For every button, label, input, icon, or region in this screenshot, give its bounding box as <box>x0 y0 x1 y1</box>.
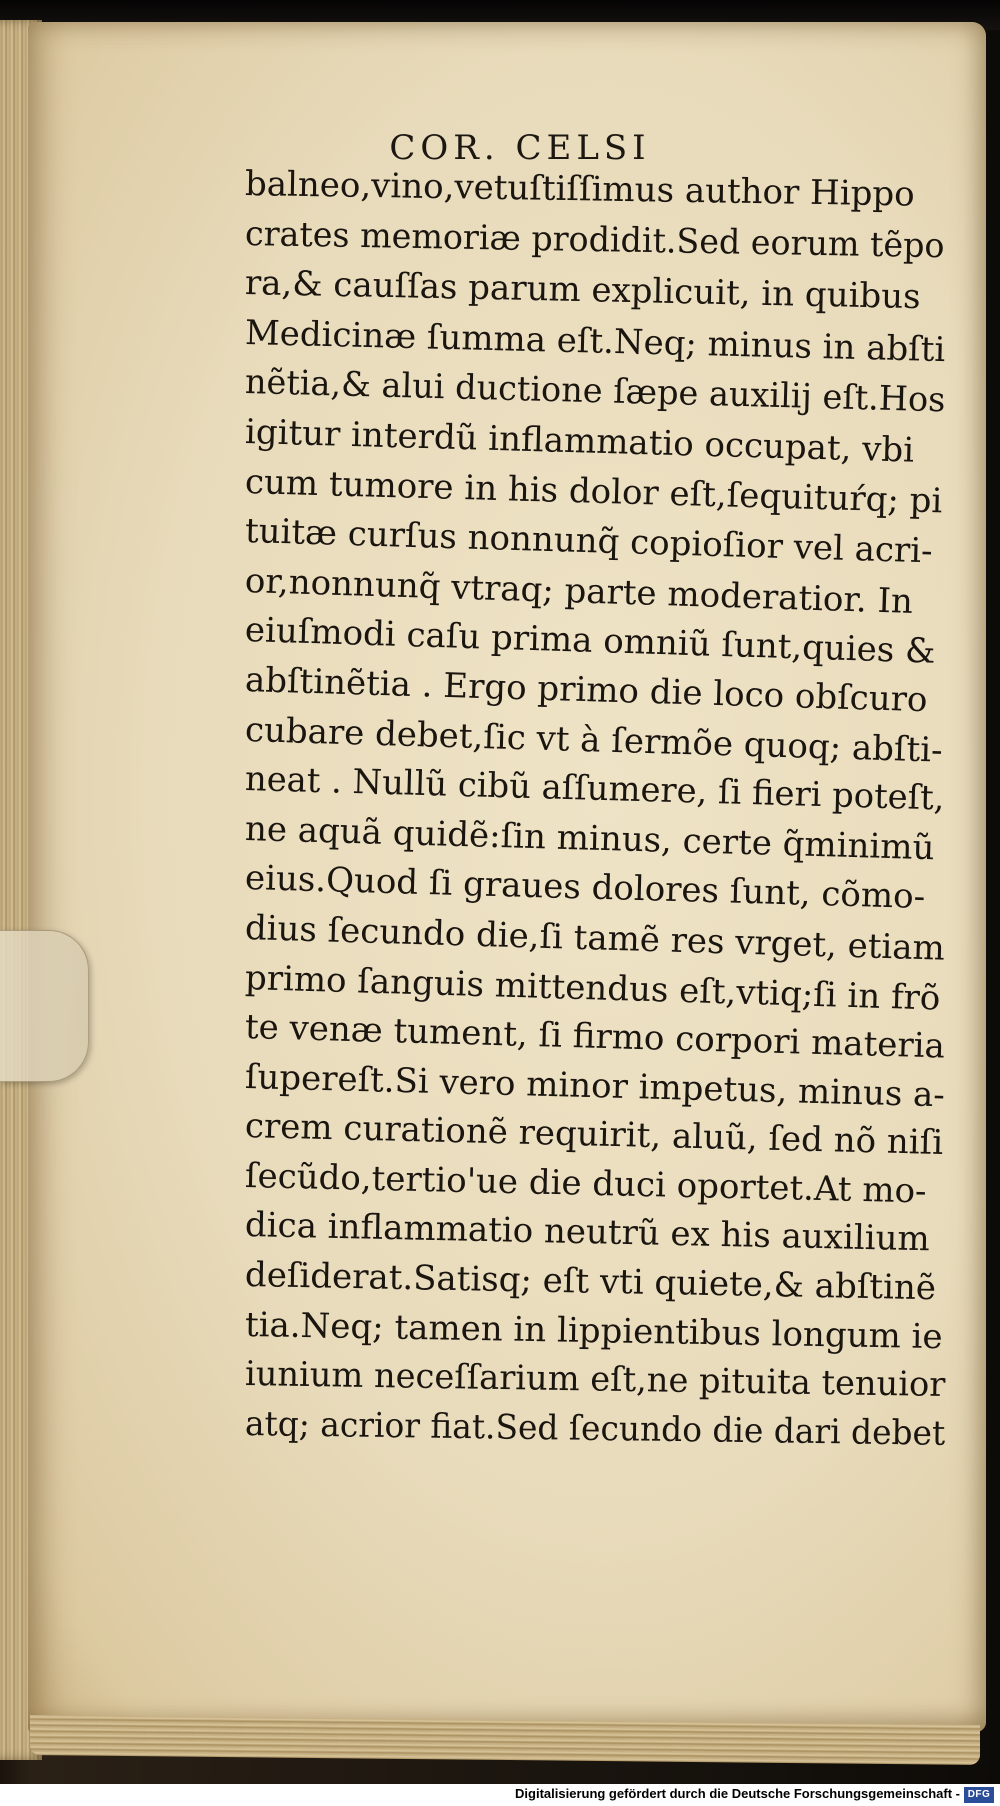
text-line: crates memoriæ prodidit.Sed eorum tẽpo <box>244 213 945 266</box>
text-line: crem curationẽ requirit, aluũ, ſed nõ niſi <box>244 1106 944 1164</box>
text-line: dius ſecundo die,ſi tamẽ res vrget, etiam <box>244 907 946 969</box>
text-line: iunium neceſſarium eſt,ne pituita tenuior <box>244 1354 946 1406</box>
text-line: tuitæ curſus nonnunq̃ copioſior vel acri- <box>244 511 934 572</box>
body-text <box>244 160 985 1454</box>
text-line: eius.Quod ſi graues dolores ſunt, cõmo- <box>244 858 926 918</box>
text-line: ſupereſt.Si vero minor impetus, minus a- <box>244 1056 946 1116</box>
digitization-credit: Digitalisierung gefördert durch die Deutsche Forschungsgemeinschaft - <box>515 1786 960 1801</box>
footer-bar <box>0 1784 1000 1806</box>
text-line: primo ſanguis mittendus eſt,vtiq;ſi in frõ <box>244 957 941 1019</box>
text-line: or,nonnunq̃ vtraq; parte moderatior. In <box>244 560 914 622</box>
text-line: ra,& cauſſas parum explicuit, in quibus <box>244 263 921 318</box>
text-line: balneo,vino,vetuſtiſſimus author Hippo <box>244 164 915 215</box>
text-line: cum tumore in his dolor eſt,ſequituŕq; pi <box>244 461 943 522</box>
dfg-logo: DFG <box>964 1787 994 1803</box>
book-page-edges-bottom <box>30 1715 980 1765</box>
running-head: COR. CELSI <box>389 128 651 168</box>
page-clip <box>0 930 89 1082</box>
text-line: ne aquã quidẽ:ſin minus, certe q̃minimũ <box>244 808 935 868</box>
text-line: ſecũdo,tertio'ue die duci oportet.At mo- <box>244 1155 927 1212</box>
text-line: te venæ tument, ſi firmo corpori materia <box>244 1007 946 1067</box>
text-line: nẽtia,& alui ductione ſæpe auxilij eſt.Hos <box>244 362 946 421</box>
text-line: eiuſmodi caſu prima omniũ ſunt,quies & <box>244 610 936 673</box>
text-line: abſtinẽtia . Ergo primo die loco obſcuro <box>244 659 928 721</box>
text-line: Medicinæ ſumma eſt.Neq; minus in abſti <box>244 312 946 370</box>
text-line: deſiderat.Satisq; eſt vti quiete,& abſtinẽ <box>244 1255 937 1309</box>
text-line: tia.Neq; tamen in lippientibus longum ie <box>244 1304 943 1357</box>
text-line: neat . Nullũ cibũ aſſumere, ſi fieri poteſt, <box>244 759 946 819</box>
text-line: cubare debet,ſic vt à ſermõe quoq; abſti- <box>244 709 944 771</box>
text-line: dica inflammatio neutrũ ex his auxilium <box>244 1205 931 1260</box>
text-line: igitur interdũ inflammatio occupat, vbi <box>244 411 915 471</box>
text-line: atq; acrior fiat.Sed ſecundo die dari debet <box>244 1403 946 1454</box>
